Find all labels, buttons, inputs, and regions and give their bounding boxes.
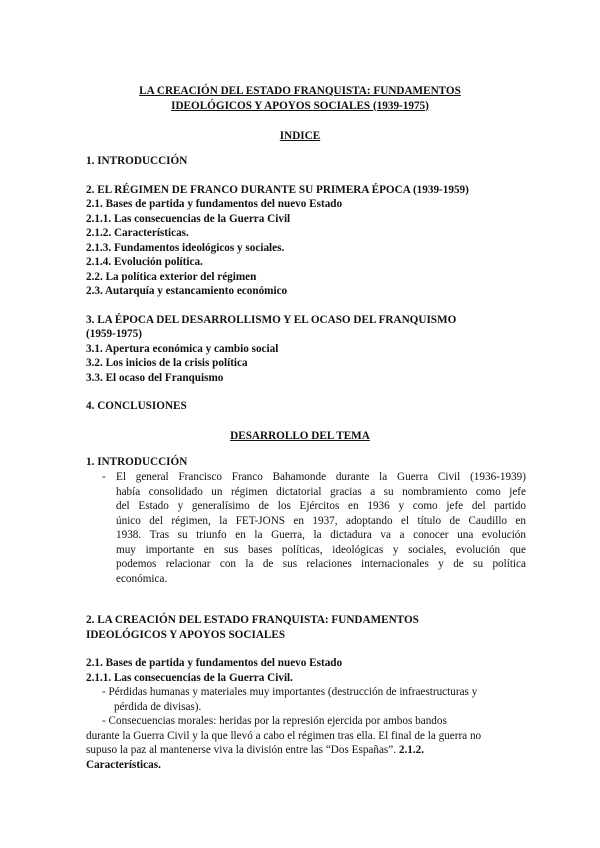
toc-item: 2.3. Autarquía y estancamiento económico	[86, 285, 288, 297]
title-line-2: IDEOLÓGICOS Y APOYOS SOCIALES (1939-1975)	[171, 99, 429, 112]
intro-line: podemos relacionar con la de sus relaciones internacionales y de su política	[116, 558, 526, 570]
toc-item: 3.1. Apertura económica y cambio social	[86, 342, 279, 355]
toc-item: 2.1.4. Evolución política.	[86, 256, 203, 268]
paragraph-line: - Pérdidas humanas y materiales muy importantes (destrucción de infraestructuras y	[102, 686, 478, 698]
subsection-heading: Características.	[86, 758, 161, 771]
toc-item: 3.3. El ocaso del Franquismo	[86, 371, 224, 384]
section-2-heading-line: IDEOLÓGICOS Y APOYOS SOCIALES	[86, 628, 286, 641]
paragraph-line: - Consecuencias morales: heridas por la represión ejercida por ambos bandos	[102, 715, 447, 727]
toc-item: 4. CONCLUSIONES	[86, 400, 187, 412]
paragraph-line	[86, 743, 536, 758]
toc-item: 2.1.3. Fundamentos ideológicos y sociales.	[86, 241, 285, 254]
toc-item: (1959-1975)	[86, 328, 142, 340]
toc-item: 2.2. La política exterior del régimen	[86, 270, 257, 283]
desarrollo-heading: DESARROLLO DEL TEMA	[230, 430, 370, 442]
toc-item: 3.2. Los inicios de la crisis política	[86, 357, 248, 369]
subsection-heading: 2.1. Bases de partida y fundamentos del nuevo Estado	[86, 657, 343, 669]
title-line-1: LA CREACIÓN DEL ESTADO FRANQUISTA: FUNDAMENTOS	[139, 85, 461, 97]
toc-item: 2.1.2. Características.	[86, 227, 189, 239]
intro-heading: 1. INTRODUCCIÓN	[86, 456, 188, 468]
toc-item: 3. LA ÉPOCA DEL DESARROLLISMO Y EL OCASO DEL FRANQUISMO	[86, 313, 457, 326]
intro-line: del Estado y generalísimo de los Ejércitos en 1936 y como jefe del partido	[116, 500, 526, 512]
subsection-heading-inline: 2.1.2.	[398, 744, 425, 756]
bullet-dash: -	[102, 471, 106, 483]
toc-item: 2.1. Bases de partida y fundamentos del nuevo Estado	[86, 198, 343, 210]
section-2-heading	[86, 613, 536, 642]
table-of-contents	[86, 154, 536, 414]
section-2-heading-line: 2. LA CREACIÓN DEL ESTADO FRANQUISTA: FUNDAMENTOS	[86, 614, 419, 626]
section-2-body	[86, 656, 536, 772]
toc-item: 1. INTRODUCCIÓN	[86, 155, 188, 167]
intro-line: 1938. Tras su triunfo en la Guerra, la dictadura va a conocer una evolución	[116, 529, 526, 541]
paragraph-line: pérdida de divisas).	[114, 700, 202, 713]
intro-line: económica.	[116, 572, 168, 585]
intro-line: único del régimen, la FET-JONS en 1937, adoptando el título de Caudillo en	[116, 514, 526, 527]
subsection-heading: 2.1.1. Las consecuencias de la Guerra Civil.	[86, 671, 293, 684]
intro-line: muy importante en sus bases políticas, ideológicas y sociales, evolución que	[116, 543, 526, 556]
intro-paragraph	[102, 470, 526, 586]
toc-item: 2. EL RÉGIMEN DE FRANCO DURANTE SU PRIMERA ÉPOCA (1939-1959)	[86, 183, 469, 196]
intro-line: había consolidado un régimen dictatorial gracias a su nombramiento como jefe	[116, 485, 526, 498]
indice-heading: INDICE	[279, 130, 321, 142]
intro-line: El general Francisco Franco Bahamonde durante la Guerra Civil (1936-1939)	[116, 471, 526, 483]
paragraph-text: supuso la paz al mantenerse viva la división entre las “Dos Españas”.	[86, 744, 397, 756]
toc-item: 2.1.1. Las consecuencias de la Guerra Civil	[86, 212, 291, 225]
paragraph-line: durante la Guerra Civil y la que llevó a cabo el régimen tras ella. El final de la guerra no	[86, 729, 482, 742]
document-title	[60, 84, 540, 113]
